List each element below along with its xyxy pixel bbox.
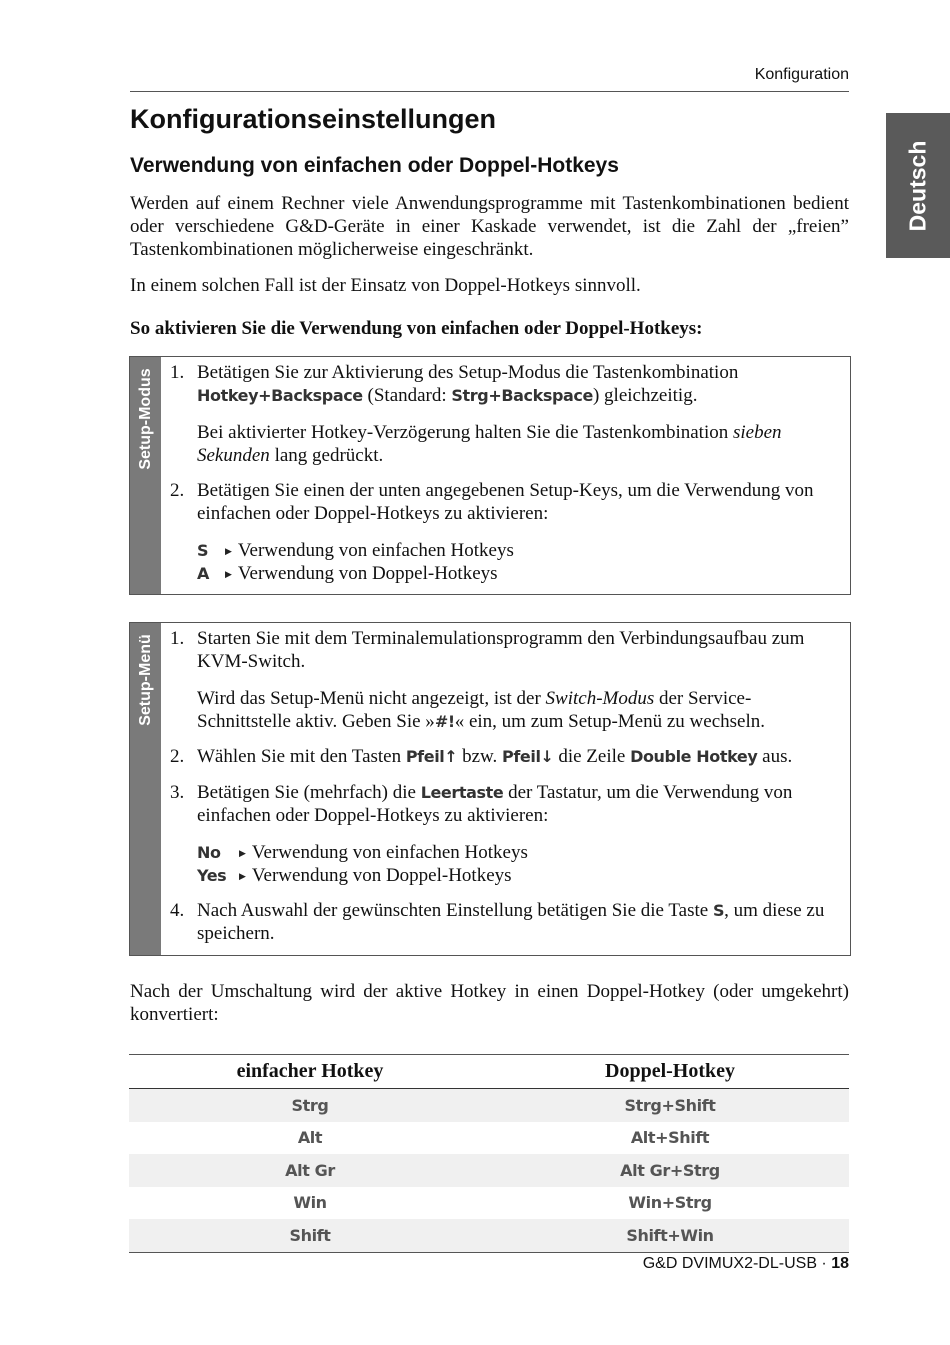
option-list (197, 539, 840, 585)
text: « ein, um zum Setup-Menü zu wechseln. (454, 711, 765, 732)
text: der Service-Schnittstelle aktiv. Geben Sie » (197, 688, 752, 732)
text: die Zeile (553, 746, 631, 767)
option-key: Yes (197, 866, 227, 885)
arrow-right-icon: ▶ (225, 546, 232, 556)
table-cell: Alt (297, 1128, 323, 1148)
footer-product: G&D DVIMUX2-DL-USB · (642, 1255, 832, 1272)
table-cell: Win (293, 1193, 327, 1213)
option-row (197, 539, 840, 562)
setup-modus-label: Setup-Modus (136, 368, 154, 470)
space-key: Leertaste (420, 783, 504, 802)
text: aus. (757, 746, 793, 767)
step-text (197, 745, 840, 768)
procedure-heading: So aktivieren Sie die Verwendung von einfachen oder Doppel-Hotkeys: (130, 318, 703, 339)
hash-bang-key: #! (434, 712, 455, 731)
arrow-up-key: Pfeil↑ (405, 747, 458, 766)
option-desc: Verwendung von einfachen Hotkeys (251, 842, 528, 863)
step-number: 2. (170, 746, 185, 767)
arrow-right-icon: ▶ (239, 848, 246, 858)
step-note (197, 421, 840, 467)
text: Betätigen Sie zur Aktivierung des Setup-Modus die Tastenkombination (197, 362, 739, 383)
option-row (197, 864, 840, 887)
option-list (197, 841, 840, 887)
text: bzw. (457, 746, 503, 767)
table-cell: Win+Strg (628, 1193, 712, 1213)
option-key: No (197, 843, 221, 862)
step-number: 1. (170, 362, 185, 383)
step-text (197, 361, 840, 407)
page-footer (130, 1255, 849, 1273)
arrow-down-key: Pfeil↓ (502, 747, 554, 766)
strg-backspace-key: Strg+Backspace (451, 386, 593, 405)
header-rule (130, 91, 849, 92)
setup-modus-step-2 (170, 479, 840, 585)
setup-modus-label-bar (130, 357, 161, 594)
conclusion-paragraph: Nach der Umschaltung wird der aktive Hotkey in einen Doppel-Hotkey (oder umgekehrt) konvertiert: (130, 981, 849, 1025)
table-row (129, 1187, 849, 1220)
setup-menu-step-4 (170, 899, 840, 945)
text: Bei aktivierter Hotkey-Verzögerung halten Sie die Tastenkombination (197, 422, 733, 443)
language-tab-label: Deutsch (904, 140, 931, 231)
table-header-row (129, 1055, 849, 1089)
running-header: Konfiguration (754, 66, 849, 83)
table-cell: Shift (129, 1219, 491, 1252)
emphasis: Switch-Modus (545, 688, 655, 709)
table-row (129, 1219, 849, 1252)
hotkey-backspace-key: Hotkey+Backspace (197, 386, 363, 405)
emphasis: sieben Sekunden (197, 422, 782, 466)
option-row (197, 562, 840, 585)
s-key: S (712, 901, 725, 920)
option-desc: Verwendung von Doppel-Hotkeys (237, 563, 498, 584)
setup-menu-label-bar (130, 623, 161, 955)
table-cell: Alt Gr+Strg (491, 1154, 849, 1187)
step-text (197, 899, 840, 945)
setup-menu-step-1 (170, 627, 840, 733)
option-desc: Verwendung von Doppel-Hotkeys (251, 865, 512, 886)
arrow-right-icon: ▶ (239, 871, 246, 881)
table-cell: Shift+Win (491, 1219, 849, 1252)
step-text: Betätigen Sie einen der unten angegebenen Setup-Keys, um die Verwendung von einfachen oder Doppel-Hotkeys zu aktivieren: (197, 480, 814, 524)
language-tab (886, 113, 950, 258)
text: (Standard: (362, 385, 452, 406)
table-cell: Strg+Shift (491, 1089, 849, 1122)
intro-paragraph-2: In einem solchen Fall ist der Einsatz von Doppel-Hotkeys sinnvoll. (130, 275, 641, 296)
text: Betätigen Sie (mehrfach) die (197, 782, 421, 803)
text: ) gleichzeitig. (592, 385, 698, 406)
table-cell: Alt Gr (129, 1154, 491, 1187)
option-key: A (197, 564, 209, 583)
text: Wählen Sie mit den Tasten (197, 746, 406, 767)
section-title: Konfigurationseinstellungen (130, 104, 497, 134)
setup-menu-step-3 (170, 781, 840, 887)
option-key: S (197, 541, 209, 560)
step-number: 4. (170, 900, 185, 921)
double-hotkey-menu-item: Double Hotkey (630, 747, 758, 766)
intro-paragraph: Werden auf einem Rechner viele Anwendungsprogramme mit Tastenkombinationen bedient oder verschiedene G&D-Geräte in einer Kaskade verwendet, ist die Zahl der „freien” Tastenkombinationen möglicherweise eingeschränkt. (130, 193, 849, 260)
step-number: 3. (170, 782, 185, 803)
text: lang gedrückt. (269, 445, 384, 466)
table-row (129, 1089, 849, 1122)
setup-menu-step-2 (170, 745, 840, 768)
page-number: 18 (831, 1255, 849, 1272)
hotkey-mapping-table (129, 1054, 849, 1253)
column-header-double: Doppel-Hotkey (491, 1055, 849, 1089)
text: der Tastatur, um die Verwendung von einfachen oder Doppel-Hotkeys zu aktivieren: (197, 782, 793, 826)
step-number: 1. (170, 628, 185, 649)
option-row (197, 841, 840, 864)
step-number: 2. (170, 480, 185, 501)
text: Nach Auswahl der gewünschten Einstellung betätigen Sie die Taste (197, 900, 713, 921)
option-desc: Verwendung von einfachen Hotkeys (237, 540, 514, 561)
table-cell: Strg (129, 1089, 491, 1122)
step-note (197, 687, 840, 733)
table-row (129, 1154, 849, 1187)
step-text: Starten Sie mit dem Terminalemulationsprogramm den Verbindungsaufbau zum KVM-Switch. (197, 628, 805, 672)
table-cell: Alt+Shift (630, 1128, 710, 1148)
setup-menu-box (129, 622, 851, 956)
text: , um diese zu speichern. (197, 900, 825, 944)
setup-menu-label: Setup-Menü (136, 634, 154, 726)
table-row (129, 1122, 849, 1155)
setup-modus-box (129, 356, 851, 595)
text: Wird das Setup-Menü nicht angezeigt, ist der (197, 688, 546, 709)
setup-modus-step-1 (170, 361, 840, 467)
arrow-right-icon: ▶ (225, 569, 232, 579)
subsection-title: Verwendung von einfachen oder Doppel-Hotkeys (130, 154, 619, 177)
step-text (197, 781, 840, 827)
column-header-single: einfacher Hotkey (129, 1055, 491, 1089)
